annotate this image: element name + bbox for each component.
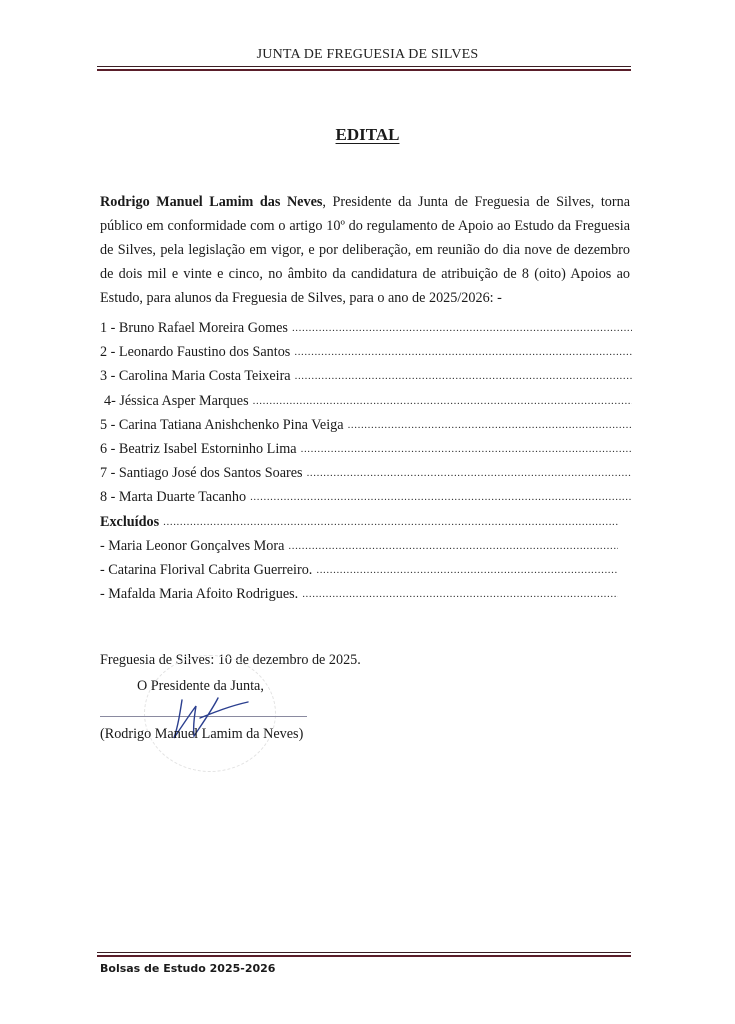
list-item: 3 - Carolina Maria Costa Teixeira ..... (100, 364, 632, 388)
document-title: EDITAL (335, 125, 400, 144)
list-item: 4- Jéssica Asper Marques ..... (100, 389, 632, 413)
excluded-item: - Mafalda Maria Afoito Rodrigues. ..... (100, 582, 618, 606)
intro-name: Rodrigo Manuel Lamim das Neves (100, 194, 323, 210)
footer-text: Bolsas de Estudo 2025-2026 (100, 962, 276, 975)
header-title: JUNTA DE FREGUESIA DE SILVES (256, 47, 479, 62)
list-item: 8 - Marta Duarte Tacanho ..... (100, 485, 632, 509)
footer-rule (97, 952, 631, 957)
list-item: 2 - Leonardo Faustino dos Santos ..... (100, 340, 632, 364)
president-name: (Rodrigo Manuel Lamim da Neves) (100, 726, 304, 742)
list-item: 5 - Carina Tatiana Anishchenko Pina Veiga ..... (100, 413, 632, 437)
header-rule (97, 66, 631, 71)
list-item: 7 - Santiago José dos Santos Soares ..... (100, 461, 632, 485)
place-date: Freguesia de Silves: 10 de dezembro de 2025. (100, 652, 361, 668)
intro-text: , Presidente da Junta de Freguesia de Silves, torna público em conformidade com o artigo 10º do regulamento de Apoio ao Estudo da Freguesia de Silves, pela legislação em vigor, e por deliberação, em reunião do dia nove de dezembro de dois mil e vinte e cinco, no âmbito da candidatura de atribuição de 8 (oito) Apoios ao Estudo, para alunos da Freguesia de Silves, para o ano de 2025/2026: - (100, 194, 630, 306)
excluded-item: - Maria Leonor Gonçalves Mora ..... (100, 534, 618, 558)
list-item: 6 - Beatriz Isabel Estorninho Lima ..... (100, 437, 632, 461)
list-item: 1 - Bruno Rafael Moreira Gomes ..... (100, 316, 632, 340)
excluded-heading: Excluídos ..... (100, 510, 618, 534)
excluded-item: - Catarina Florival Cabrita Guerreiro. ..... (100, 558, 618, 582)
beneficiary-list (100, 316, 632, 606)
intro-paragraph (100, 190, 630, 310)
president-label: O Presidente da Junta, (137, 678, 264, 694)
